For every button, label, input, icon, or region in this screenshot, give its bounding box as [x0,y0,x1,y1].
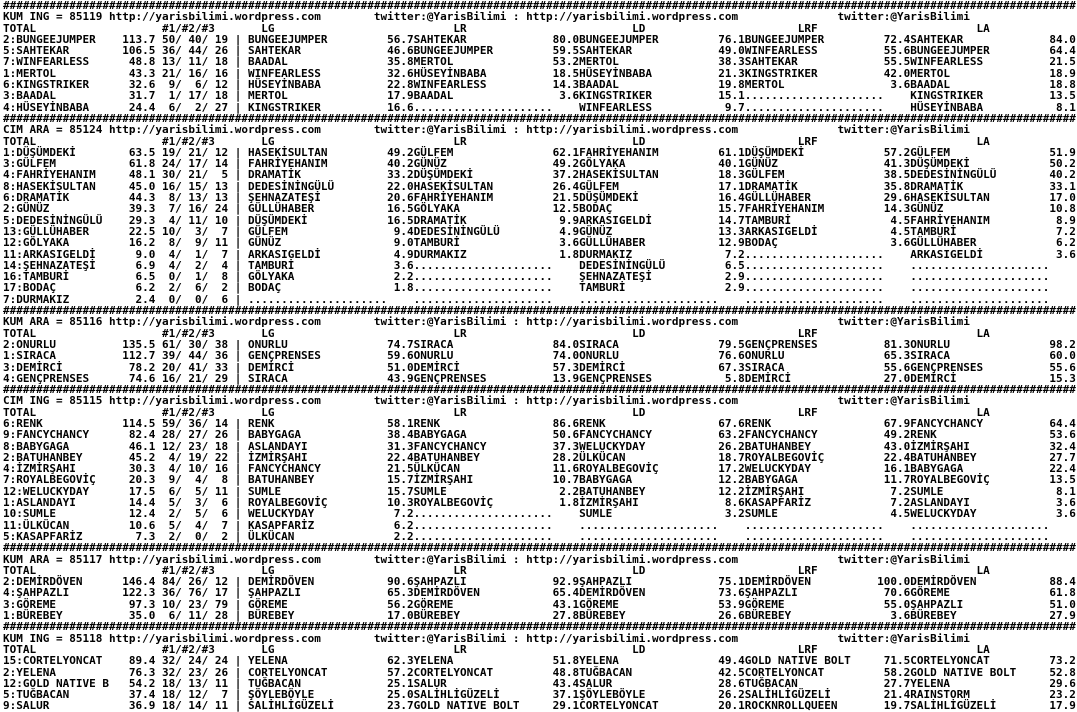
column-header: TOTAL #1/#2/#3 LG LR LD LRF LA [3,21,990,35]
table-row: 8:BABYGAGA 46.1 12/ 23/ 18 | ASLANDAYI 31.3FANCYCHANCY 37.3WELUCKYDAY 26.2BATUHANBEY 43.0İZMİRŞAHI 32.4 [3,439,1076,453]
table-row: 11:ÜLKÜCAN 10.6 5/ 4/ 7 | KASAPFARİZ 6.2..................... ..................... ..................... ..................... [3,518,1076,532]
table-row: 4:ŞAHPAZLI 122.3 36/ 76/ 17 | ŞAHPAZLI 65.3DEMİRDÖVEN 65.4DEMİRDÖVEN 73.6ŞAHPAZLI 70.6GÖREME 61.8 [3,586,1076,600]
table-row: 2:YELENA 76.3 32/ 23/ 26 | CORTELYONCAT 57.2CORTELYONCAT 48.8TUĞBACAN 42.5CORTELYONCAT 58.2GOLD NATIVE BOLT 52.8 [3,665,1076,679]
table-row: 9:SALUR 36.9 18/ 14/ 11 | SALİHLİGÜZELİ 23.7GOLD NATIVE BOLT 29.1CORTELYONCAT 20.1ROCKNROLLQUEEN 19.7SALİHLİGÜZELİ 17.9 [3,699,1076,712]
table-row: 8:HASEKİSULTAN 45.0 16/ 15/ 13 | DEDESİNİNGÜLÜ 22.0HASEKİSULTAN 26.4GÜLFEM 17.1DRAMATİK 35.8DRAMATİK 33.1 [3,179,1076,193]
separator-line: ################################################################################################################################################################## [3,0,1076,12]
table-row: 4:GENÇPRENSES 74.6 16/ 21/ 29 | SIRACA 43.9GENÇPRENSES 13.9GENÇPRENSES 5.8DEMİRCİ 27.0DEMİRCİ 15.3 [3,371,1076,385]
column-header: TOTAL #1/#2/#3 LG LR LD LRF LA [3,134,990,148]
table-row: 4:İZMİRŞAHI 30.3 4/ 10/ 16 | FANCYCHANCY 21.5ÜLKÜCAN 11.6ROYALBEGOVİÇ 17.2WELUCKYDAY 16.1BABYGAGA 22.4 [3,462,1076,476]
table-row: 1:ASLANDAYI 14.4 5/ 3/ 6 | ROYALBEGOVİÇ 10.3ROYALBEGOVİÇ 1.8İZMİRŞAHI 8.6KASAPFARİZ 7.2ASLANDAYI 3.6 [3,496,1076,510]
table-row: 3:GÖREME 97.3 10/ 23/ 79 | GÖREME 56.2GÖREME 43.1GÖREME 53.9GÖREME 55.0ŞAHPAZLI 51.0 [3,597,1076,611]
table-row: 2:DEMİRDÖVEN 146.4 84/ 26/ 12 | DEMİRDÖVEN 90.6ŞAHPAZLI 92.9ŞAHPAZLI 75.1DEMİRDÖVEN 100.0DEMİRDÖVEN 88.4 [3,575,1076,589]
section-header: KUM ARA = 85116 http://yarisbilimi.wordpress.com twitter:@YarisBilimi : http://yarisbilimi.wordpress.com twitter:@YarisBilimi [3,315,970,329]
table-row: 10:SUMLE 12.4 2/ 5/ 6 | WELUCKYDAY 7.2..................... SUMLE 3.2SUMLE 4.5WELUCKYDAY 3.6 [3,507,1076,521]
table-row: 13:GÜLLÜHABER 22.5 10/ 3/ 7 | GÜLFEM 9.4DEDESİNİNGÜLÜ 4.9GÜNÜZ 13.3ARKASIGELDİ 4.5TAMBURİ 7.2 [3,224,1076,238]
table-row: 6:DRAMATİK 44.3 8/ 13/ 13 | ŞEHNAZATEŞİ 20.6FAHRİYEHANIM 21.5DÜŞÜMDEKİ 16.4GÜLLÜHABER 29.6HASEKİSULTAN 17.0 [3,191,1076,205]
table-row: 15:CORTELYONCAT 89.4 32/ 24/ 24 | YELENA 62.3YELENA 51.8YELENA 49.4GOLD NATIVE BOLT 71.5CORTELYONCAT 73.2 [3,654,1076,668]
table-row: 3:BAADAL 31.7 1/ 17/ 18 | MERTOL 17.9BAADAL 3.6KINGSTRIKER 15.1..................... KINGSTRIKER 13.5 [3,89,1076,103]
column-header: TOTAL #1/#2/#3 LG LR LD LRF LA [3,326,990,340]
table-row: 9:FANCYCHANCY 82.4 28/ 27/ 26 | BABYGAGA 38.4BABYGAGA 50.6FANCYCHANCY 63.2FANCYCHANCY 49.2RENK 53.6 [3,428,1076,442]
table-row: 12:WELUCKYDAY 17.5 6/ 5/ 11 | SUMLE 15.7SUMLE 2.2BATUHANBEY 12.2İZMİRŞAHI 7.2SUMLE 8.1 [3,484,1076,498]
table-row: 5:TUĞBACAN 37.4 18/ 12/ 7 | ŞÖYLEBÖYLE 25.0SALİHLİGÜZELİ 37.1ŞÖYLEBÖYLE 26.2SALİHLİGÜZELİ 21.4RAINSTORM 23.2 [3,688,1076,702]
table-row: 1:BÜREBEY 35.0 6/ 11/ 28 | BÜREBEY 17.0BÜREBEY 27.8BÜREBEY 26.6BÜREBEY 3.6BÜREBEY 27.9 [3,609,1076,623]
table-row: 7:DURMAKIZ 2.4 0/ 0/ 6 | ..................... ..................... ..................... ..................... ..................... [3,292,1076,306]
table-row: 5:DEDESİNİNGÜLÜ 29.3 4/ 11/ 10 | DÜŞÜMDEKİ 16.5DRAMATİK 9.9ARKASIGELDİ 14.7TAMBURİ 4.5FAHRİYEHANIM 8.9 [3,213,1076,227]
section-header: CIM ING = 85115 http://yarisbilimi.wordpress.com twitter:@YarisBilimi : http://yarisbilimi.wordpress.com twitter:@YarisBilimi [3,394,970,408]
table-row: 1:SIRACA 112.7 39/ 44/ 36 | GENÇPRENSES 59.6ONURLU 74.0ONURLU 76.6ONURLU 65.3SIRACA 60.0 [3,349,1076,363]
table-row: 11:ARKASIGELDİ 9.0 4/ 1/ 7 | ARKASIGELDİ 4.9DURMAKIZ 1.8DURMAKIZ 7.2..................... ARKASIGELDİ 3.6 [3,247,1076,261]
section-header: KUM ARA = 85117 http://yarisbilimi.wordpress.com twitter:@YarisBilimi : http://yarisbilimi.wordpress.com twitter:@YarisBilimi [3,552,970,566]
table-row: 5:SAHTEKAR 106.5 36/ 44/ 26 | SAHTEKAR 46.6BUNGEEJUMPER 59.5SAHTEKAR 49.0WINFEARLESS 55.6BUNGEEJUMPER 64.4 [3,44,1076,58]
separator-line: ################################################################################################################################################################## [3,541,1076,555]
column-header: TOTAL #1/#2/#3 LG LR LD LRF LA [3,563,990,577]
table-row: 7:ROYALBEGOVİÇ 20.3 9/ 4/ 8 | BATUHANBEY 15.7İZMİRŞAHI 10.7BABYGAGA 12.2BABYGAGA 11.7ROYALBEGOVİÇ 13.5 [3,473,1076,487]
column-header: TOTAL #1/#2/#3 LG LR LD LRF LA [3,642,990,656]
table-row: 1:DÜŞÜMDEKİ 63.5 19/ 21/ 12 | HASEKİSULTAN 49.2GÜLFEM 62.1FAHRİYEHANIM 61.1DÜŞÜMDEKİ 57.2GÜLFEM 51.9 [3,145,1076,159]
table-row: 3:DEMİRCİ 78.2 20/ 41/ 33 | DEMİRCİ 51.0DEMİRCİ 57.3DEMİRCİ 67.3SIRACA 55.6GENÇPRENSES 55.6 [3,360,1076,374]
table-row: 12:GÖLYAKA 16.2 8/ 9/ 11 | GÜNÜZ 9.0TAMBURİ 3.6GÜLLÜHABER 12.9BODAÇ 3.6GÜLLÜHABER 6.2 [3,236,1076,250]
table-row: 6:KINGSTRIKER 32.6 9/ 6/ 12 | HÜSEYİNBABA 22.8WINFEARLESS 14.3BAADAL 19.8MERTOL 3.6BAADAL 18.8 [3,78,1076,92]
section-header: KUM ING = 85119 http://yarisbilimi.wordpress.com twitter:@YarisBilimi : http://yarisbilimi.wordpress.com twitter:@YarisBilimi [3,10,970,24]
table-row: 2:ONURLU 135.5 61/ 30/ 38 | ONURLU 74.7SIRACA 84.0SIRACA 79.5GENÇPRENSES 81.3ONURLU 98.2 [3,337,1076,351]
table-row: 14:ŞEHNAZATEŞİ 6.9 4/ 2/ 4 | TAMBURİ 3.6..................... DEDESİNİNGÜLÜ 6.5..................... ..................... [3,258,1076,272]
table-row: 4:HÜSEYİNBABA 24.4 6/ 2/ 27 | KINGSTRIKER 16.6..................... WINFEARLESS 9.7..................... HÜSEYİNBABA 8.1 [3,100,1076,114]
table-row: 2:BUNGEEJUMPER 113.7 50/ 40/ 19 | BUNGEEJUMPER 56.7SAHTEKAR 80.0BUNGEEJUMPER 76.1BUNGEEJUMPER 72.4SAHTEKAR 84.0 [3,32,1076,46]
table-row: 3:GÜLFEM 61.8 24/ 17/ 14 | FAHRİYEHANIM 40.2GÜNÜZ 49.2GÖLYAKA 40.1GÜNÜZ 41.3DÜŞÜMDEKİ 50.2 [3,157,1076,171]
table-row: 2:BATUHANBEY 45.2 4/ 19/ 22 | İZMİRŞAHI 22.4BATUHANBEY 28.2ÜLKÜCAN 18.7ROYALBEGOVİÇ 22.4BATUHANBEY 27.7 [3,450,1076,464]
table-row: 4:FAHRİYEHANIM 48.1 30/ 21/ 5 | DRAMATİK 33.2DÜŞÜMDEKİ 37.2HASEKİSULTAN 18.3GÜLFEM 38.5DEDESİNİNGÜLÜ 40.2 [3,168,1076,182]
section-header: KUM ING = 85118 http://yarisbilimi.wordpress.com twitter:@YarisBilimi : http://yarisbilimi.wordpress.com twitter:@YarisBilimi [3,631,970,645]
table-row: 7:WINFEARLESS 48.8 13/ 11/ 18 | BAADAL 35.8MERTOL 53.2MERTOL 38.3SAHTEKAR 55.5WINFEARLESS 21.5 [3,55,1076,69]
table-row: 12:GOLD NATIVE B 54.2 18/ 13/ 11 | TUĞBACAN 25.1SALUR 43.4SALUR 28.6TUĞBACAN 27.7YELENA 29.6 [3,676,1076,690]
section-header: CIM ARA = 85124 http://yarisbilimi.wordpress.com twitter:@YarisBilimi : http://yarisbilimi.wordpress.com twitter:@YarisBilimi [3,123,970,137]
table-row: 1:MERTOL 43.3 21/ 16/ 16 | WINFEARLESS 32.6HÜSEYİNBABA 18.5HÜSEYİNBABA 21.3KINGSTRIKER 42.0MERTOL 18.9 [3,66,1076,80]
race-report-text [3,0,1076,712]
separator-line: ################################################################################################################################################################## [3,620,1076,634]
table-row: 2:GÜNÜZ 39.3 7/ 16/ 24 | GÜLLÜHABER 16.5GÖLYAKA 12.5BODAÇ 15.7FAHRİYEHANIM 14.3GÜNÜZ 10.8 [3,202,1076,216]
table-row: 17:BODAÇ 6.2 2/ 6/ 2 | BODAÇ 1.8..................... TAMBURİ 2.9..................... ..................... [3,281,1076,295]
separator-line: ################################################################################################################################################################## [3,111,1076,125]
separator-line: ################################################################################################################################################################## [3,383,1076,397]
column-header: TOTAL #1/#2/#3 LG LR LD LRF LA [3,405,990,419]
table-row: 16:TAMBURİ 6.5 0/ 1/ 8 | GÖLYAKA 2.2..................... ŞEHNAZATEŞİ 2.9..................... ..................... [3,270,1076,284]
separator-line: ################################################################################################################################################################## [3,304,1076,318]
table-row: 5:KASAPFARİZ 7.3 2/ 0/ 2 | ÜLKÜCAN 2.2..................... ..................... ..................... ..................... [3,529,1076,543]
table-row: 6:RENK 114.5 59/ 36/ 14 | RENK 58.1RENK 86.6RENK 67.6RENK 67.9FANCYCHANCY 64.4 [3,416,1076,430]
